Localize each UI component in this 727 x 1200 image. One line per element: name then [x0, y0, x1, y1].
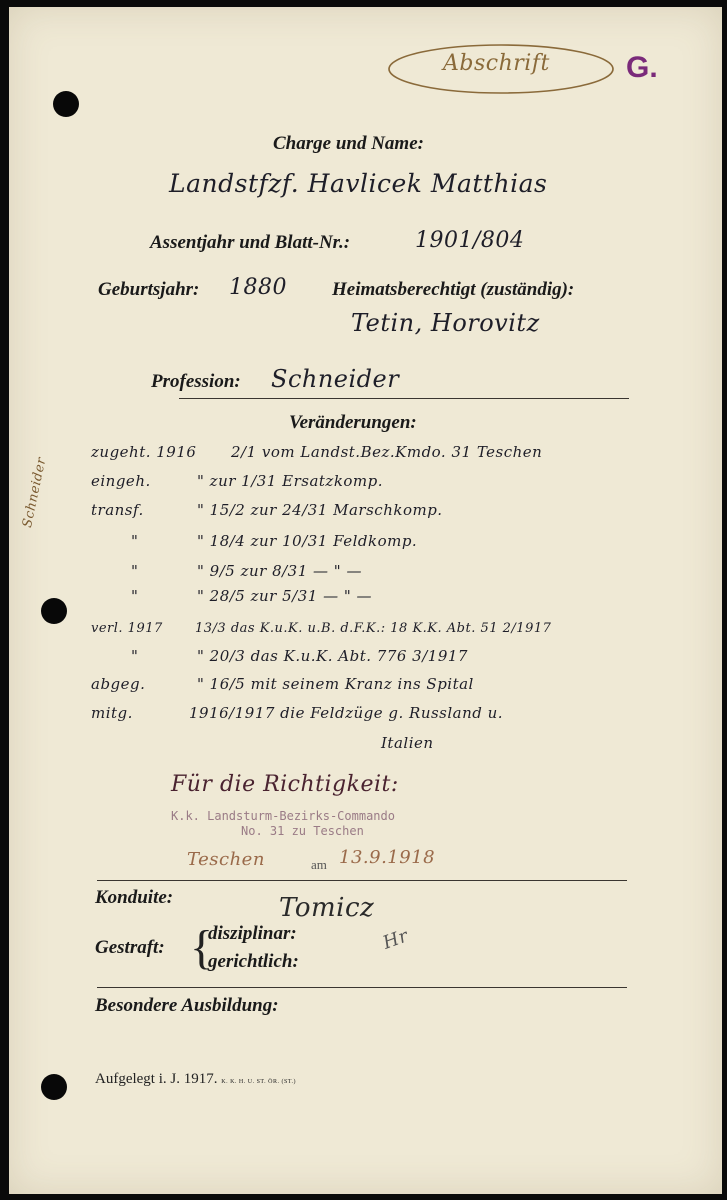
- change-row: [91, 501, 144, 519]
- change-date: mitg.: [91, 704, 133, 722]
- change-text: 1916/1917 die Feldzüge g. Russland u.: [189, 704, 504, 722]
- change-date: ": [131, 562, 139, 580]
- change-date: verl. 1917: [91, 621, 163, 636]
- change-text: 2/1 vom Landst.Bez.Kmdo. 31 Teschen: [231, 443, 543, 461]
- footer-label: [95, 1071, 296, 1088]
- change-text: 13/3 das K.u.K. u.B. d.F.K.: 18 K.K. Abt. 51 2/1917: [195, 621, 552, 636]
- change-row: [197, 562, 362, 580]
- punch-hole-bottom: [41, 1074, 67, 1100]
- change-row: [91, 443, 196, 461]
- change-row: [231, 443, 542, 461]
- change-row: [197, 501, 443, 519]
- document-sheet: [9, 7, 722, 1194]
- birth-label: Geburtsjahr:: [98, 279, 200, 300]
- disziplinar-label: disziplinar:: [208, 923, 297, 944]
- stamp-line-2: No. 31 zu Teschen: [241, 824, 364, 838]
- change-row: [91, 472, 151, 490]
- initials: Hr: [380, 925, 412, 954]
- profession-value: Schneider: [271, 365, 400, 393]
- signature: Tomicz: [279, 893, 375, 923]
- rule-after-gestraft: [97, 987, 627, 988]
- stamp-line-1: K.k. Landsturm-Bezirks-Commando: [171, 809, 395, 823]
- change-row: [131, 647, 138, 665]
- gestraft-label: Gestraft:: [95, 937, 165, 958]
- margin-note: Schneider: [19, 455, 50, 530]
- changes-label: Veränderungen:: [289, 412, 417, 433]
- gestraft-brace: {: [190, 921, 214, 974]
- change-row: [91, 621, 163, 636]
- besondere-label: Besondere Ausbildung:: [95, 995, 279, 1016]
- change-row: [131, 562, 138, 580]
- rule-after-date: [97, 880, 627, 881]
- change-row: [91, 704, 133, 722]
- change-row: [197, 587, 372, 605]
- home-value: Tetin, Horovitz: [351, 309, 540, 337]
- date-handwritten: 13.9.1918: [339, 847, 436, 868]
- change-date: ": [131, 532, 139, 550]
- change-row: [197, 472, 383, 490]
- registry-letter: G.: [626, 51, 658, 84]
- konduite-label: Konduite:: [95, 887, 174, 908]
- change-row: [131, 532, 138, 550]
- change-date: transf.: [91, 501, 144, 519]
- charge-label: Charge und Name:: [273, 133, 424, 154]
- charge-value: Landstfzf. Havlicek Matthias: [169, 169, 548, 198]
- home-label: Heimatsberechtigt (zuständig):: [332, 279, 575, 300]
- change-row: [381, 734, 434, 752]
- change-row: [197, 532, 417, 550]
- footer-small: K. K. H. U. ST. ÖR. (ST.): [221, 1079, 297, 1085]
- change-row: [197, 647, 468, 665]
- profession-label: Profession:: [151, 371, 241, 392]
- change-text: " 16/5 mit seinem Kranz ins Spital: [197, 675, 474, 693]
- change-text: " 18/4 zur 10/31 Feldkomp.: [197, 532, 418, 550]
- punch-hole-middle: [41, 598, 67, 624]
- footer-main: Aufgelegt i. J. 1917.: [95, 1071, 218, 1087]
- abschrift-text: Abschrift: [443, 51, 550, 76]
- change-row: [189, 704, 503, 722]
- change-row: [197, 675, 474, 693]
- change-text: " 15/2 zur 24/31 Marschkomp.: [197, 501, 443, 519]
- change-text: " 28/5 zur 5/31 — " —: [197, 587, 373, 605]
- change-date: ": [131, 587, 139, 605]
- place-handwritten: Teschen: [187, 849, 265, 870]
- change-row: [195, 621, 551, 636]
- birth-value: 1880: [229, 275, 287, 300]
- change-text: " zur 1/31 Ersatzkomp.: [197, 472, 384, 490]
- gerichtlich-label: gerichtlich:: [208, 951, 299, 972]
- change-date: ": [131, 647, 139, 665]
- am-label: am: [311, 857, 327, 872]
- punch-hole-top: [53, 91, 79, 117]
- assent-label: Assentjahr und Blatt-Nr.:: [150, 232, 351, 253]
- change-text: " 9/5 zur 8/31 — " —: [197, 562, 362, 580]
- change-date: abgeg.: [91, 675, 146, 693]
- change-date: eingeh.: [91, 472, 151, 490]
- change-text: Italien: [381, 734, 434, 752]
- change-row: [131, 587, 138, 605]
- change-row: [91, 675, 145, 693]
- change-text: " 20/3 das K.u.K. Abt. 776 3/1917: [197, 647, 468, 665]
- rule-after-profession: [179, 398, 629, 399]
- assent-value: 1901/804: [415, 228, 525, 253]
- change-date: zugeht. 1916: [91, 443, 197, 461]
- certify-text: Für die Richtigkeit:: [171, 772, 399, 797]
